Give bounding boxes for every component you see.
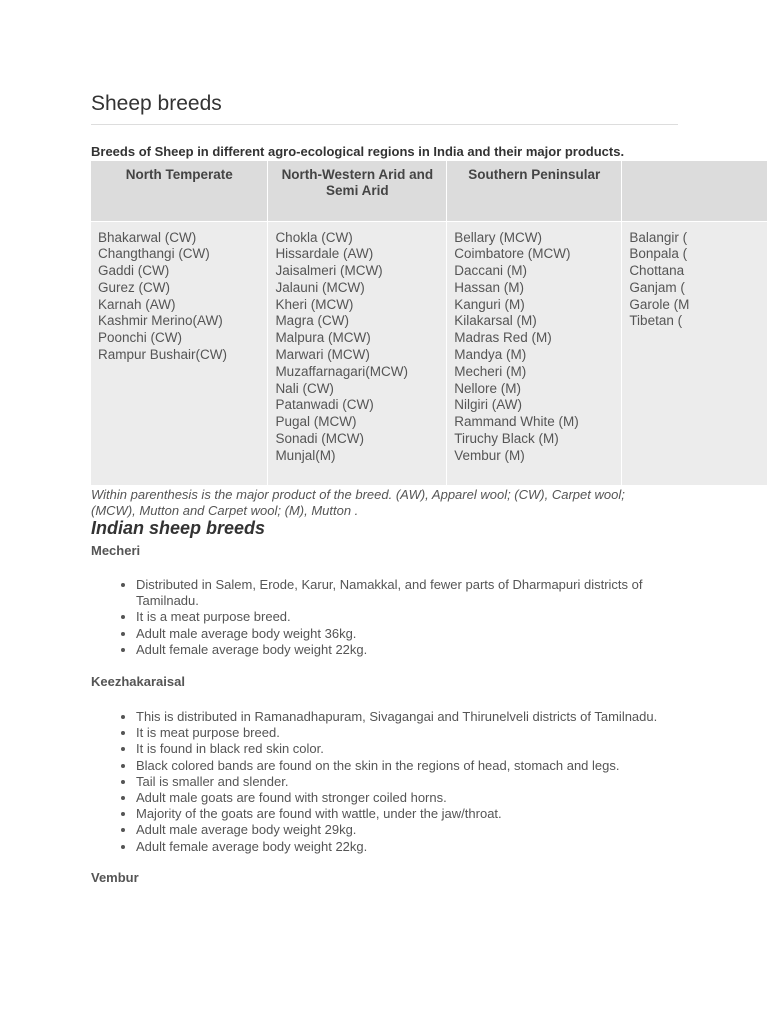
- list-item: • Distributed in Salem, Erode, Karur, Namakkal, and fewer parts of Dharmapuri districts of Tamilnadu.: [136, 577, 691, 609]
- header-southern-peninsular: Southern Peninsular: [447, 161, 622, 221]
- breed-entry: Nilgiri (AW): [454, 397, 522, 413]
- list-item: • Black colored bands are found on the skin in the regions of head, stomach and legs.: [136, 758, 691, 774]
- breed-entry: Ganjam (: [629, 279, 685, 295]
- breed-entry: Daccani (M): [454, 263, 527, 279]
- table-row: [91, 221, 768, 485]
- breed-entry: Munjal(M): [275, 447, 336, 463]
- breed-entry: Rammand White (M): [454, 414, 579, 430]
- keezhakaraisal-points: [91, 709, 691, 855]
- breed-entry: Jalauni (MCW): [275, 279, 365, 295]
- list-item: • It is meat purpose breed.: [136, 725, 691, 741]
- breed-entry: Magra (CW): [275, 313, 349, 329]
- breed-entry: Kilakarsal (M): [454, 313, 537, 329]
- table-caption: Breeds of Sheep in different agro-ecological regions in India and their major products.: [91, 144, 625, 159]
- breed-entry: Rampur Bushair(CW): [98, 347, 228, 363]
- mecheri-points: [91, 577, 691, 658]
- breed-entry: Mandya (M): [454, 347, 527, 363]
- section-title: Indian sheep breeds: [91, 518, 266, 538]
- table-footnote: [91, 487, 671, 518]
- breed-entry: Coimbatore (MCW): [454, 246, 571, 262]
- breed-entry: Balangir (: [629, 229, 688, 245]
- breed-entry: Tiruchy Black (M): [454, 431, 559, 447]
- breed-entry: Garole (M: [629, 296, 690, 312]
- breed-entry: Nellore (M): [454, 380, 521, 396]
- breed-entry: Bonpala (: [629, 246, 688, 262]
- breed-entry: Chottana: [629, 263, 685, 279]
- breed-list-southern-peninsular: [447, 221, 622, 485]
- breed-entry: Gaddi (CW): [98, 263, 170, 279]
- list-item: • Adult male average body weight 36kg.: [136, 626, 691, 642]
- breed-entry: Mecheri (M): [454, 363, 527, 379]
- breed-entry: Muzaffarnagari(MCW): [275, 363, 408, 379]
- list-item: • Tail is smaller and slender.: [136, 774, 691, 790]
- header-north-temperate: North Temperate: [91, 161, 268, 221]
- breed-entry: Kanguri (M): [454, 296, 525, 312]
- breed-entry: Hassan (M): [454, 279, 524, 295]
- breed-entry: Vembur (M): [454, 447, 525, 463]
- breed-entry: Pugal (MCW): [275, 414, 357, 430]
- breed-list-eastern: [622, 221, 768, 485]
- breed-entry: Madras Red (M): [454, 330, 552, 346]
- footnote-line: (MCW), Mutton and Carpet wool; (M), Mutton .: [91, 502, 359, 518]
- breed-entry: Kheri (MCW): [275, 296, 354, 312]
- list-item: • Adult female average body weight 22kg.: [136, 839, 691, 855]
- title-divider: [91, 124, 678, 125]
- page-title: Sheep breeds: [91, 92, 222, 115]
- list-item: • Adult male average body weight 29kg.: [136, 822, 691, 838]
- breed-list-north-western-arid: [268, 221, 447, 485]
- breed-heading-mecheri: Mecheri: [91, 543, 141, 558]
- breed-entry: Malpura (MCW): [275, 330, 371, 346]
- list-item: • Majority of the goats are found with wattle, under the jaw/throat.: [136, 806, 691, 822]
- header-north-western-arid: North-Western Arid and Semi Arid: [268, 161, 447, 221]
- breed-entry: Marwari (MCW): [275, 347, 370, 363]
- breed-entry: Jaisalmeri (MCW): [275, 263, 383, 279]
- breed-heading-vembur: Vembur: [91, 870, 139, 885]
- breed-table: [91, 161, 768, 485]
- breed-entry: Poonchi (CW): [98, 330, 183, 346]
- breed-entry: Sonadi (MCW): [275, 431, 364, 447]
- footnote-line: Within parenthesis is the major product of the breed. (AW), Apparel wool; (CW), Carpet wool;: [91, 487, 625, 502]
- breed-heading-keezhakaraisal: Keezhakaraisal: [91, 674, 185, 689]
- breed-entry: Chokla (CW): [275, 229, 353, 245]
- breed-entry: Nali (CW): [275, 380, 334, 396]
- breed-entry: Tibetan (: [629, 313, 683, 329]
- breed-entry: Hissardale (AW): [275, 246, 374, 262]
- list-item: • It is a meat purpose breed.: [136, 609, 691, 625]
- list-item: • Adult male goats are found with stronger coiled horns.: [136, 790, 691, 806]
- breed-entry: Changthangi (CW): [98, 246, 210, 262]
- header-eastern: [622, 161, 768, 221]
- list-item: • It is found in black red skin color.: [136, 741, 691, 757]
- list-item: • This is distributed in Ramanadhapuram, Sivagangai and Thirunelveli districts of Tamilnadu.: [136, 709, 691, 725]
- table-header-row: [91, 161, 768, 221]
- breed-list-north-temperate: [91, 221, 268, 485]
- breed-entry: Karnah (AW): [98, 296, 176, 312]
- breed-entry: Bellary (MCW): [454, 229, 542, 245]
- breed-entry: Gurez (CW): [98, 279, 170, 295]
- breed-entry: Bhakarwal (CW): [98, 229, 197, 245]
- breed-entry: Kashmir Merino(AW): [98, 313, 223, 329]
- list-item: • Adult female average body weight 22kg.: [136, 642, 691, 658]
- breed-entry: Patanwadi (CW): [275, 397, 374, 413]
